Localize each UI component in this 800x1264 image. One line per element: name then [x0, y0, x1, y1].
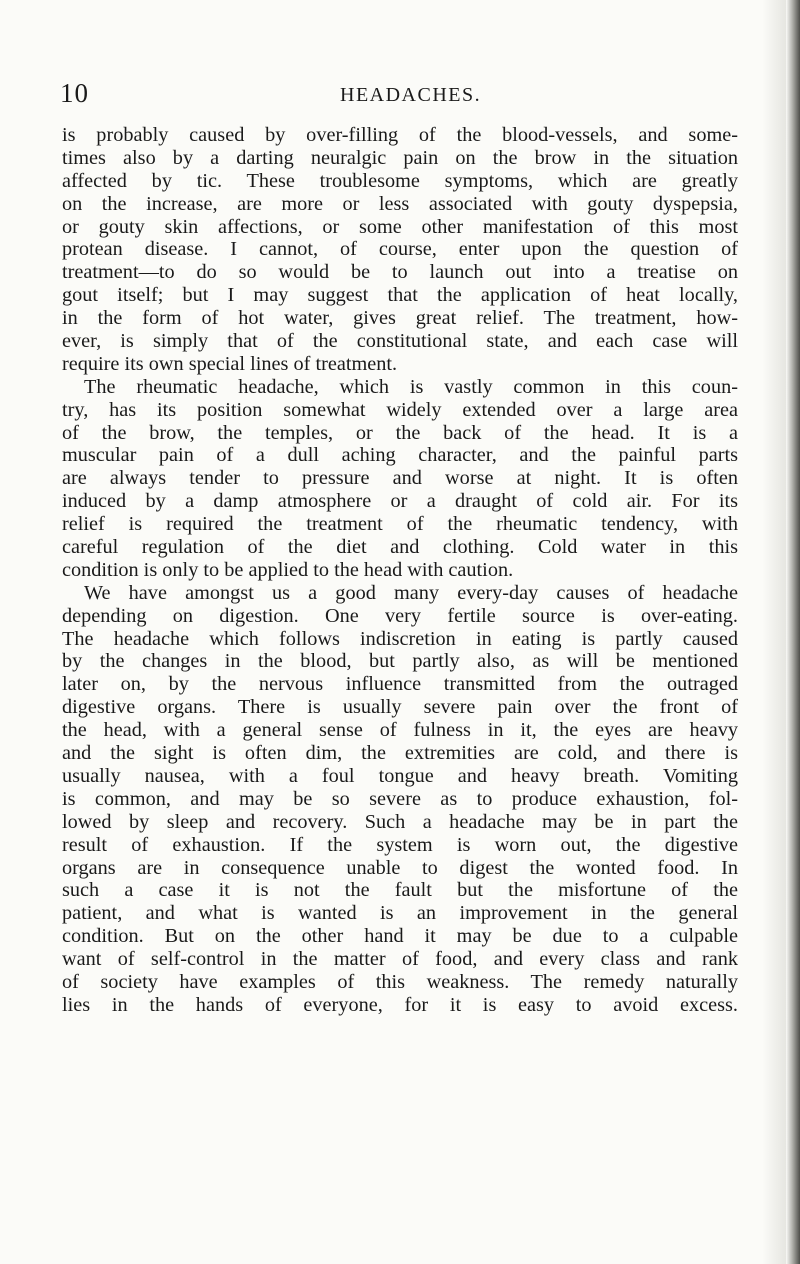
text-line: depending on digestion. One very fertile source is over-eating. [62, 604, 738, 627]
text-line: is probably caused by over-filling of the blood-vessels, and some- [62, 124, 738, 146]
text-line: organs are in consequence unable to digest the wonted food. In [62, 856, 738, 879]
text-line: in the form of hot water, gives great relief. The treatment, how- [62, 307, 738, 330]
text-line: lies in the hands of everyone, for it is easy to avoid excess. [62, 993, 738, 1016]
text-line: or gouty skin affections, or some other manifestation of this most [62, 215, 738, 238]
running-title: HEADACHES. [340, 84, 482, 106]
text-line: try, has its position somewhat widely extended over a large area [62, 398, 738, 421]
text-line: careful regulation of the diet and clothing. Cold water in this [62, 536, 738, 559]
text-line: gout itself; but I may suggest that the application of heat locally, [62, 284, 738, 307]
text-line: the head, with a general sense of fulness in it, the eyes are heavy [62, 719, 738, 742]
text-line: induced by a damp atmosphere or a draught of cold air. For its [62, 490, 738, 513]
text-line: The headache which follows indiscretion in eating is partly caused [62, 627, 738, 650]
running-head [60, 78, 790, 118]
text-line: times also by a darting neuralgic pain on the brow in the situation [62, 146, 738, 169]
text-line: relief is required the treatment of the rheumatic tendency, with [62, 513, 738, 536]
text-line: digestive organs. There is usually severe pain over the front of [62, 696, 738, 719]
text-line: lowed by sleep and recovery. Such a headache may be in part the [62, 810, 738, 833]
binding-shadow [762, 0, 786, 1264]
text-line: require its own special lines of treatment. [62, 352, 398, 375]
text-line: affected by tic. These troublesome symptoms, which are greatly [62, 169, 738, 192]
text-line: treatment—to do so would be to launch out into a treatise on [62, 261, 738, 284]
text-line: on the increase, are more or less associated with gouty dyspepsia, [62, 192, 738, 215]
text-line: patient, and what is wanted is an improvement in the general [62, 902, 738, 925]
text-line: by the changes in the blood, but partly also, as will be mentioned [62, 650, 738, 673]
text-line: of the brow, the temples, or the back of the head. It is a [62, 421, 738, 444]
text-line: ever, is simply that of the constitutional state, and each case will [62, 330, 738, 353]
text-line: condition. But on the other hand it may be due to a culpable [62, 925, 738, 948]
text-line: The rheumatic headache, which is vastly common in this coun- [84, 375, 738, 398]
text-line: of society have examples of this weakness. The remedy naturally [62, 970, 738, 993]
text-line: are always tender to pressure and worse at night. It is often [62, 467, 738, 490]
page-number: 10 [60, 78, 89, 108]
binding-edge [786, 0, 800, 1264]
text-line: usually nausea, with a foul tongue and heavy breath. Vomiting [62, 764, 738, 787]
text-line: We have amongst us a good many every-day causes of headache [84, 581, 738, 604]
text-line: condition is only to be applied to the head with caution. [62, 558, 514, 581]
text-line: and the sight is often dim, the extremities are cold, and there is [62, 742, 738, 765]
text-line: later on, by the nervous influence transmitted from the outraged [62, 673, 738, 696]
text-line: such a case it is not the fault but the misfortune of the [62, 879, 738, 902]
body-text [62, 124, 738, 1017]
text-line: want of self-control in the matter of food, and every class and rank [62, 948, 738, 971]
text-line: result of exhaustion. If the system is worn out, the digestive [62, 833, 738, 856]
text-line: is common, and may be so severe as to produce exhaustion, fol- [62, 787, 738, 810]
text-line: muscular pain of a dull aching character, and the painful parts [62, 444, 738, 467]
text-line: protean disease. I cannot, of course, enter upon the question of [62, 238, 738, 261]
